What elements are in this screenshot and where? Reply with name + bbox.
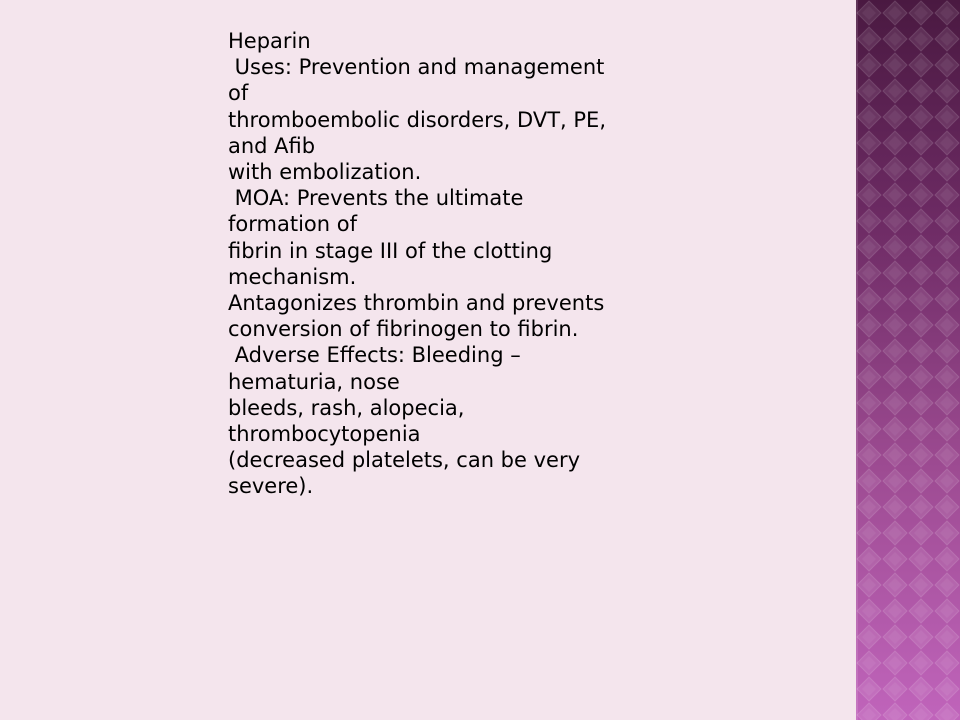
slide-text-line-18: severe). <box>228 474 314 499</box>
slide-text-line-14: hematuria, nose <box>228 369 400 394</box>
slide-text-line-17: (decreased platelets, can be very <box>228 448 581 473</box>
slide-text-line-15: bleeds, rash, alopecia, <box>228 395 465 420</box>
slide-text-line-10: mechanism. <box>228 264 357 289</box>
slide-content <box>228 28 698 500</box>
decorative-side-band <box>856 0 960 720</box>
diamond-pattern-icon <box>856 0 960 720</box>
slide-text-line-6: with embolization. <box>228 160 422 185</box>
slide-text-line-1: Heparin <box>228 29 311 53</box>
slide-text-line-9: fibrin in stage III of the clotting <box>228 238 553 263</box>
slide-text-line-12: conversion of fibrinogen to fibrin. <box>228 317 579 342</box>
slide-text-line-4: thromboembolic disorders, DVT, PE, <box>228 107 606 132</box>
slide-text-line-2: Uses: Prevention and management <box>228 55 605 80</box>
slide-text-line-8: formation of <box>228 212 357 237</box>
slide-text-line-5: and Afib <box>228 133 316 158</box>
slide-text-line-11: Antagonizes thrombin and prevents <box>228 291 605 316</box>
slide-text-line-13: Adverse Effects: Bleeding – <box>228 343 521 368</box>
slide-text-line-3: of <box>228 81 249 106</box>
slide-text-line-16: thrombocytopenia <box>228 422 421 447</box>
slide-text-line-7: MOA: Prevents the ultimate <box>228 186 524 211</box>
